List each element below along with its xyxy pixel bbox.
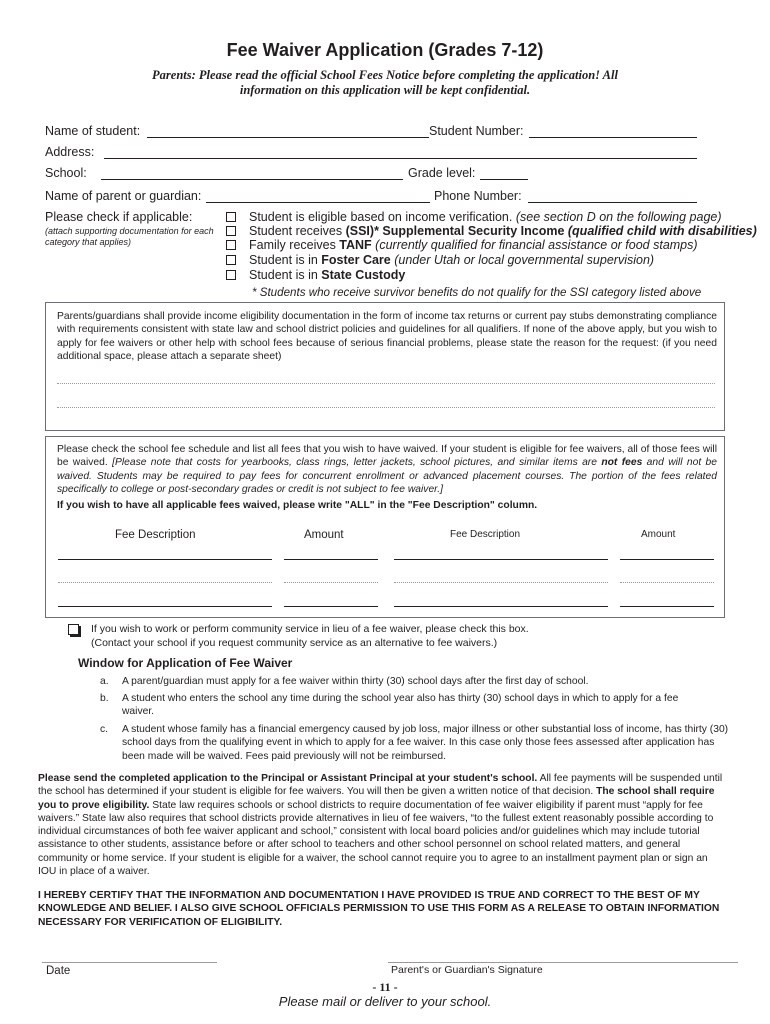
window-title: Window for Application of Fee Waiver <box>78 656 293 670</box>
fee-desc-header-1: Fee Description <box>115 529 196 541</box>
fee-amount-line[interactable] <box>284 606 378 607</box>
fee-desc-line[interactable] <box>58 606 272 607</box>
fees-all-note: If you wish to have all applicable fees waived, please write "ALL" in the "Fee Description" column. <box>57 500 538 511</box>
ssi-note: * Students who receive survivor benefits do not qualify for the SSI category listed above <box>252 286 702 299</box>
window-item-letter: a. <box>100 676 109 687</box>
address-field[interactable] <box>104 158 697 159</box>
parent-name-field[interactable] <box>206 202 430 203</box>
student-number-label: Student Number: <box>429 124 524 138</box>
check-note: (attach supporting documentation for each category that applies) <box>45 226 214 247</box>
student-name-label: Name of student: <box>45 124 141 138</box>
form-title: Fee Waiver Application (Grades 7-12) <box>226 40 544 60</box>
fee-amount-line[interactable] <box>284 559 378 560</box>
fee-desc-line[interactable] <box>394 606 608 607</box>
fee-desc-line[interactable] <box>58 559 272 560</box>
community-line-2: (Contact your school if you request community service as an alternative to fee waivers.) <box>91 637 498 649</box>
signature-line[interactable] <box>388 962 738 963</box>
option-state-custody: Student is in State Custody <box>249 268 406 282</box>
fee-desc-header-2: Fee Description <box>450 529 521 540</box>
fee-desc-line[interactable] <box>394 559 608 560</box>
fee-amount-line[interactable] <box>620 559 714 560</box>
fee-amount-line[interactable] <box>620 582 714 583</box>
fees-intro: Please check the school fee schedule and list all fees that you wish to have waived. If your student is eligible for fee waivers, all of those fees will be waived. [Please note that costs for yearbooks, class rings, letter jackets, school pictures, and similar items are not fees and will not be waived. Students may be required to pay fees for concurrent enrollment or advanced placement courses. The portion of the fees related specifically to college or post-secondary grades or credit is not subject to fee waiver.] <box>57 444 717 495</box>
fee-desc-line[interactable] <box>58 582 272 583</box>
fee-desc-line[interactable] <box>394 582 608 583</box>
fee-amount-line[interactable] <box>284 582 378 583</box>
income-verification-checkbox[interactable] <box>226 212 236 222</box>
income-box-text: Parents/guardians shall provide income eligibility documentation in the form of income tax returns or current pay stubs demonstrating compliance with requirements consistent with state law and school district policies and guidelines for all qualifiers. If none of the above apply, but you wish to apply for fee waivers or other help with school fees because of serious financial problems, please state the reason for the request: (if you need additional space, please attach a separate sheet) <box>57 311 717 362</box>
grade-label: Grade level: <box>408 166 476 180</box>
phone-label: Phone Number: <box>434 189 522 203</box>
send-paragraph: Please send the completed application to the Principal or Assistant Principal at your student's school. All fee payments will be suspended until the school has determined if your student is eligible for fee waivers. You will then be given a written notice of that decision. The school shall require you to prove eligibility. State law requires schools or school districts to require documentation of fee waiver eligibility if parent must “apply for fee waivers.” State law also requires that school districts provide alternatives in lieu of fee waivers, “to the fullest extent reasonably possible according to individual circumstances of both fee waiver applicant and school,” consistent with local board policies and/or guidelines which may include tutorial assistance to other students, assistance before or after school to teachers and other school personnel on school related matters, and general community or home service. If your student is eligible for a waiver, the school cannot require you to agree to an installment payment plan or sign an IOU in place of a waiver. <box>38 773 723 878</box>
footer-text: Please mail or deliver to your school. <box>278 994 492 1009</box>
check-label: Please check if applicable: <box>45 210 193 224</box>
option-tanf: Family receives TANF (currently qualified for financial assistance or food stamps) <box>249 238 698 252</box>
phone-field[interactable] <box>528 202 697 203</box>
reason-line-1[interactable] <box>57 383 715 384</box>
option-income: Student is eligible based on income verification. (see section D on the following page) <box>249 210 722 224</box>
parent-name-label: Name of parent or guardian: <box>45 189 202 203</box>
school-field[interactable] <box>101 179 403 180</box>
date-line[interactable] <box>42 962 217 963</box>
window-item-text: A student whose family has a financial emergency caused by job loss, major illness or other substantial loss of income, has thirty (30) school days from the qualifying event in which to apply for a fee waiver. In this case only those fees assessed after application has been made will be waived. Fees paid previously will not be reimbursed. <box>122 724 729 762</box>
community-service-checkbox[interactable] <box>68 624 79 635</box>
window-item-text: A student who enters the school any time during the school year also has thirty (30) school days in which to apply for a fee waiver. <box>122 693 679 718</box>
amount-header-1: Amount <box>304 529 344 541</box>
signature-label: Parent's or Guardian's Signature <box>391 964 543 976</box>
certify-statement: I HEREBY CERTIFY THAT THE INFORMATION AND DOCUMENTATION I HAVE PROVIDED IS TRUE AND CORRECT TO THE BEST OF MY KNOWLEDGE AND BELIEF. I ALSO GIVE SCHOOL OFFICIALS PERMISSION TO USE THIS FORM AS A RELEASE TO OBTAIN INFORMATION NECESSARY FOR VERIFICATION OF ELIGIBILITY. <box>38 890 720 928</box>
income-box <box>45 302 725 431</box>
address-label: Address: <box>45 145 95 159</box>
student-number-field[interactable] <box>529 137 697 138</box>
window-item-text: A parent/guardian must apply for a fee waiver within thirty (30) school days after the first day of school. <box>122 676 589 687</box>
school-label: School: <box>45 166 87 180</box>
state-custody-checkbox[interactable] <box>226 270 236 280</box>
foster-care-checkbox[interactable] <box>226 255 236 265</box>
grade-field[interactable] <box>480 179 528 180</box>
page-number: - 11 - <box>372 980 398 994</box>
option-foster-care: Student is in Foster Care (under Utah or local governmental supervision) <box>249 253 655 267</box>
reason-line-2[interactable] <box>57 407 715 408</box>
window-item-letter: b. <box>100 693 109 704</box>
fees-box <box>45 436 725 618</box>
option-ssi: Student receives (SSI)* Supplemental Security Income (qualified child with disabilities) <box>249 224 757 238</box>
window-item-letter: c. <box>100 724 109 735</box>
amount-header-2: Amount <box>641 529 676 540</box>
student-name-field[interactable] <box>147 137 429 138</box>
community-line-1: If you wish to work or perform community service in lieu of a fee waiver, please check this box. <box>91 623 529 635</box>
ssi-checkbox[interactable] <box>226 226 236 236</box>
date-label: Date <box>46 965 71 977</box>
tanf-checkbox[interactable] <box>226 240 236 250</box>
form-subtitle: Parents: Please read the official School Fees Notice before completing the application! All information on this application will be kept confidential. <box>152 68 618 97</box>
fee-amount-line[interactable] <box>620 606 714 607</box>
